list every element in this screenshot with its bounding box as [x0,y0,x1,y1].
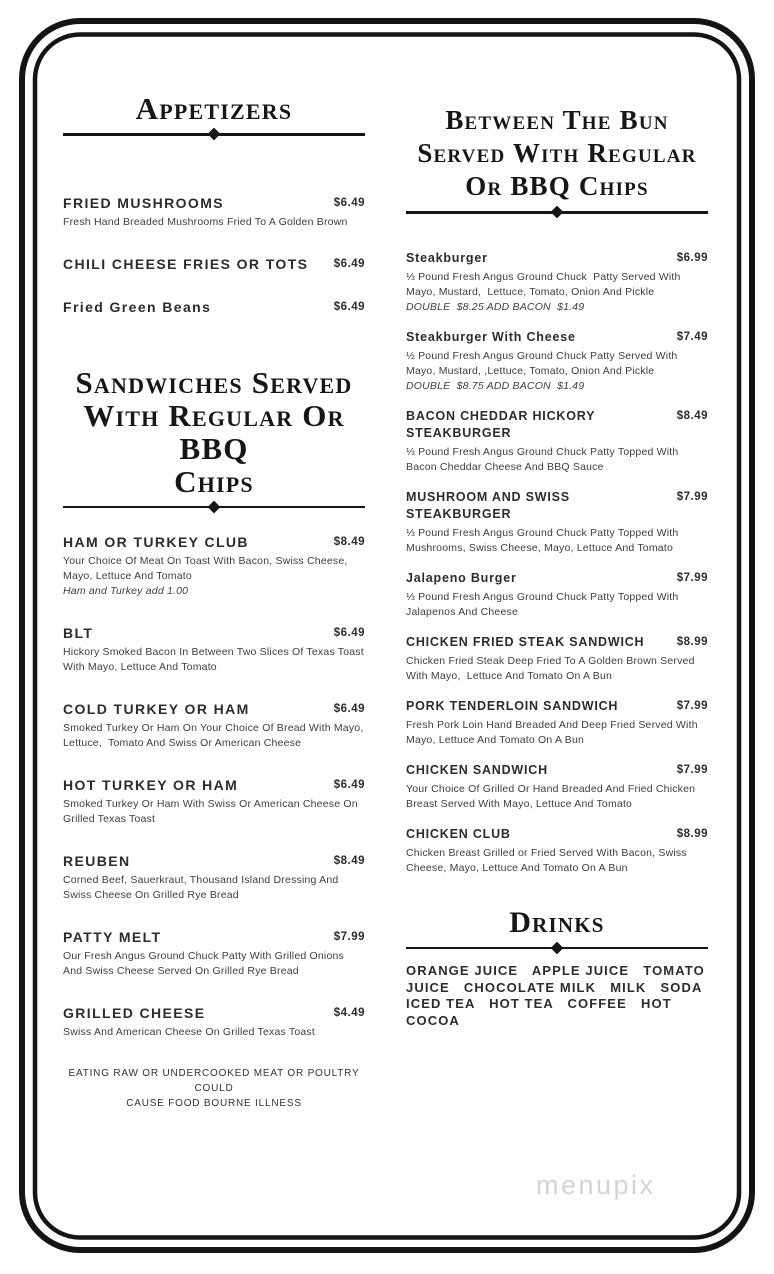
menu-item-row [63,1005,365,1022]
item-description: Swiss And American Cheese On Grilled Texas Toast [63,1026,315,1038]
item-name: Steakburger With Cheese [406,329,576,344]
item-name: GRILLED CHEESE [63,1005,206,1021]
menu-item [63,299,365,316]
menu-item-row [63,534,365,551]
disclaimer [63,1066,365,1111]
item-description: Chicken Fried Steak Deep Fried To A Golden Brown Served With Mayo, Lettuce And Tomato On A Bun [406,654,698,682]
item-name: COLD TURKEY OR HAM [63,701,250,717]
item-description: Your Choice Of Grilled Or Hand Breaded And Fried Chicken Breast Served With Mayo, Lettuce And Tomato [406,782,699,810]
item-description: Hickory Smoked Bacon In Between Two Slices Of Texas Toast With Mayo, Lettuce And Tomato [63,646,367,673]
menu-item-row [406,762,708,779]
menu-item-row [406,250,708,267]
item-price: $8.49 [676,409,708,422]
section-title: Or BBQ Chips [465,171,649,201]
menu-section [63,366,365,1041]
menupix-watermark: menupix [536,1170,656,1200]
item-name: MUSHROOM AND SWISS STEAKBURGER [406,489,570,521]
section-header [406,906,708,950]
item-description: Your Choice Of Meat On Toast With Bacon, Swiss Cheese, Mayo, Lettuce And Tomato [63,555,351,582]
item-description: ⅓ Pound Fresh Angus Ground Chuck Patty Served With Mayo, Mustard, Lettuce, Tomato, Onion And Pickle [406,270,684,298]
item-description: Fresh Pork Loin Hand Breaded And Deep Fried Served With Mayo, Lettuce And Tomato On A Bun [406,718,701,746]
item-note: DOUBLE $8.75 ADD BACON $1.49 [406,379,585,392]
menu-item [406,329,708,394]
menu-item [406,634,708,684]
menu-item-row [63,853,365,870]
item-note: Ham and Turkey add 1.00 [63,585,189,597]
menu-item-row [63,701,365,718]
item-price: $8.49 [333,536,365,548]
item-name: Steakburger [406,250,488,265]
menu-item [63,256,365,273]
menu-item-row [406,698,708,715]
menu-item [406,698,708,748]
section-title: Between The Bun [445,105,669,135]
menu-item [63,534,365,599]
left-column [63,92,365,1066]
section-title: Drinks [509,905,605,939]
item-price: $7.99 [676,699,708,712]
item-price: $7.99 [676,490,708,503]
item-description: ½ Pound Fresh Angus Ground Chuck Patty Served With Mayo, Mustard, ,Lettuce, Tomato, Onion And Pickle [406,349,681,377]
item-price: $7.99 [676,763,708,776]
menu-item-row [63,777,365,794]
item-description: Chicken Breast Grilled or Fried Served With Bacon, Swiss Cheese, Mayo, Lettuce And Tomato On A Bun [406,846,690,874]
section-header [63,92,365,136]
item-name: PORK TENDERLOIN SANDWICH [406,698,619,713]
item-price: $6.49 [333,196,365,209]
menu-item-row [63,625,365,642]
menu-section [406,905,717,1030]
menu-section [63,92,365,316]
menu-item-row [63,299,365,316]
menu-item-row [406,489,708,523]
menu-item [406,570,708,620]
item-name: HAM OR TURKEY CLUB [63,534,249,550]
drinks-list: ORANGE JUICE APPLE JUICE TOMATO JUICE CHOCOLATE MILK MILK SODA ICED TEA HOT TEA COFFEE HOT COCOA [406,963,717,1028]
disclaimer-line-2: CAUSE FOOD BOURNE ILLNESS [126,1098,302,1109]
section-title: Sandwiches Served [75,364,353,400]
item-name: PATTY MELT [63,929,162,945]
item-name: CHICKEN FRIED STEAK SANDWICH [406,634,645,649]
section-rule-with-diamond [406,947,708,950]
item-name: CHILI CHEESE FRIES OR TOTS [63,255,309,272]
item-name: CHICKEN CLUB [406,826,511,841]
item-name: HOT TURKEY OR HAM [63,777,239,793]
item-price: $6.49 [333,300,365,313]
item-price: $6.49 [333,257,365,270]
menu-item [63,195,365,230]
item-price: $6.49 [333,703,365,715]
menu-item [63,929,365,979]
item-name: Fried Green Beans [63,298,212,315]
item-description: Our Fresh Angus Ground Chuck Patty With Grilled Onions And Swiss Cheese Served On Grilled Rye Bread [63,950,347,977]
section-rule-with-diamond [406,211,708,214]
item-note: DOUBLE $8.25 ADD BACON $1.49 [406,300,585,313]
item-name: BACON CHEDDAR HICKORY STEAKBURGER [406,408,596,440]
menu-section [406,104,708,876]
section-title: Served With Regular [417,138,697,168]
item-price: $7.49 [676,330,708,343]
item-description: Corned Beef, Sauerkraut, Thousand Island Dressing And Swiss Cheese On Grilled Rye Bread [63,874,342,901]
menu-item-row [406,329,708,346]
item-price: $4.49 [333,1007,365,1019]
item-price: $6.49 [333,627,365,639]
item-description: Smoked Turkey Or Ham On Your Choice Of Bread With Mayo, Lettuce, Tomato And Swiss Or American Cheese [63,722,367,749]
section-title: Chips [174,463,254,499]
section-header [63,366,365,509]
section-header [406,104,708,214]
menu-item-row [406,634,708,651]
item-price: $6.99 [676,251,708,264]
item-description: ⅓ Pound Fresh Angus Ground Chuck Patty Topped With Bacon Cheddar Cheese And BBQ Sauce [406,445,682,473]
item-price: $7.99 [333,931,365,943]
menu-item [406,489,708,556]
menu-item-row [63,195,365,212]
item-price: $6.49 [333,779,365,791]
section-title: Appetizers [135,91,293,126]
right-column [406,104,717,1029]
item-name: CHICKEN SANDWICH [406,762,548,777]
item-description: Fresh Hand Breaded Mushrooms Fried To A Golden Brown [63,215,348,228]
item-price: $7.99 [676,571,708,584]
item-price: $8.99 [676,635,708,648]
item-name: FRIED MUSHROOMS [63,194,224,211]
menu-item [406,826,708,876]
section-title: With Regular Or BBQ [83,397,345,466]
menu-item-row [63,256,365,273]
item-description: Smoked Turkey Or Ham With Swiss Or American Cheese On Grilled Texas Toast [63,798,361,825]
menu-item [406,762,708,812]
menu-item-row [406,570,708,587]
menu-item [63,853,365,903]
item-name: BLT [63,625,94,641]
menu-item [406,408,708,475]
menu-item [63,1005,365,1040]
menu-item [406,250,708,315]
section-rule-with-diamond [63,133,365,136]
menu-item-row [63,929,365,946]
item-price: $8.49 [333,855,365,867]
item-description: ⅓ Pound Fresh Angus Ground Chuck Patty Topped With Jalapenos And Cheese [406,590,682,618]
menu-item-row [406,408,708,442]
menu-item [63,701,365,751]
menu-item-row [406,826,708,843]
menu-item [63,625,365,675]
disclaimer-line-1: EATING RAW OR UNDERCOOKED MEAT OR POULTRY COULD [68,1068,360,1094]
item-description: ⅓ Pound Fresh Angus Ground Chuck Patty Topped With Mushrooms, Swiss Cheese, Mayo, Lettuce And Tomato [406,526,682,554]
item-name: Jalapeno Burger [406,570,517,585]
menu-item [63,777,365,827]
item-name: REUBEN [63,853,131,869]
item-price: $8.99 [676,827,708,840]
section-rule-with-diamond [63,506,365,509]
